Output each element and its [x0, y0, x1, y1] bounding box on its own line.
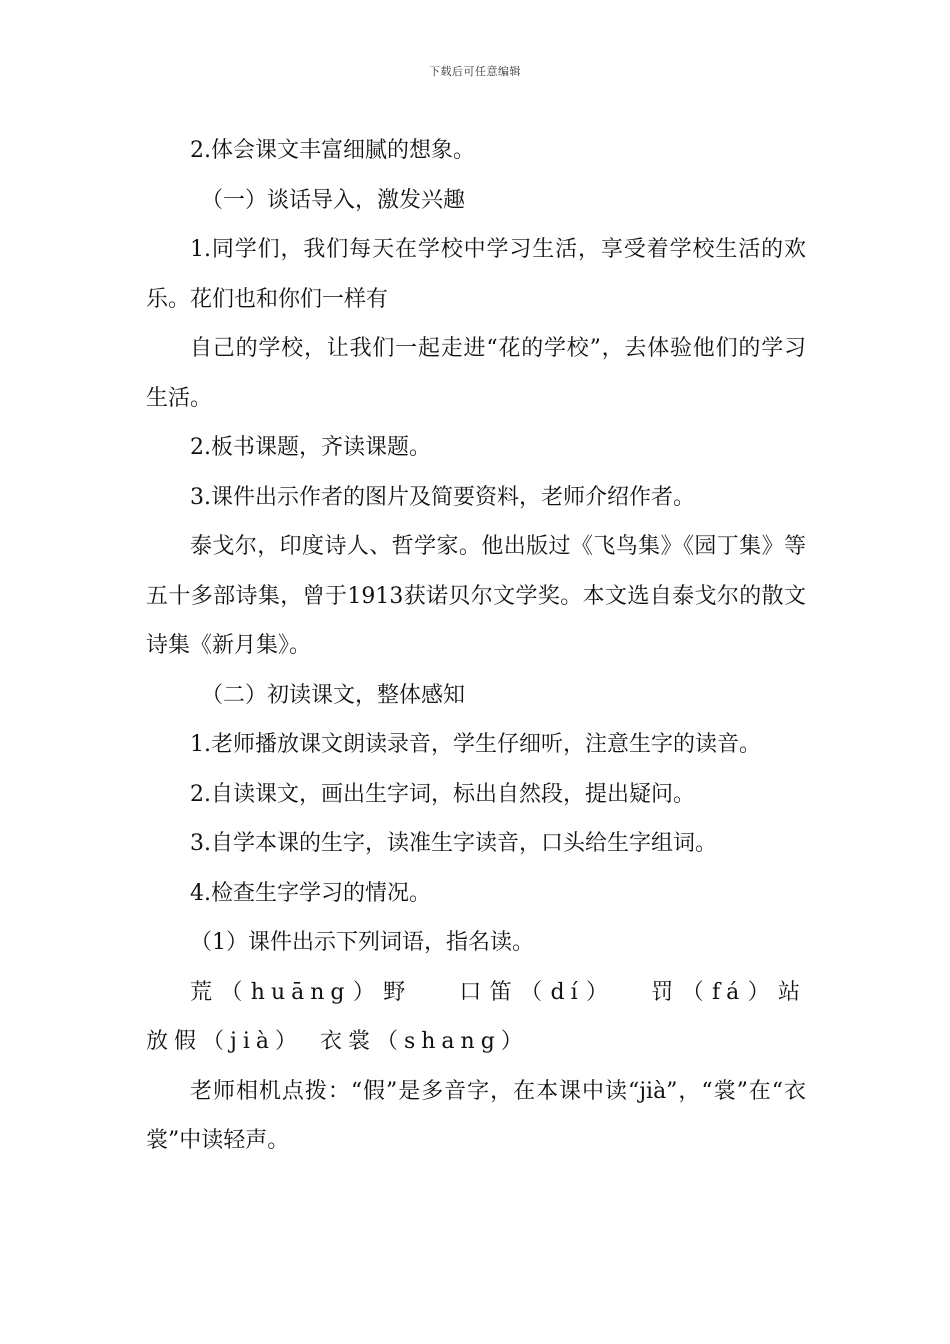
section-heading-1: （一）谈话导入，激发兴趣	[201, 187, 466, 213]
paragraph-word-list: 荒（huāng）野 口笛（dí） 罚（fá）站 放假（jià） 衣裳（shang）	[146, 979, 847, 1054]
paragraph-self-reading: 2.自读课文，画出生字词，标出自然段，提出疑问。	[190, 781, 695, 807]
paragraph-author-slide: 3.课件出示作者的图片及简要资料，老师介绍作者。	[190, 484, 695, 510]
page-header-note: 下载后可任意编辑	[429, 65, 521, 78]
paragraph-self-study: 3.自学本课的生字，读准生字读音，口头给生字组词。	[190, 831, 717, 856]
paragraph-listening: 1.老师播放课文朗读录音，学生仔细听，注意生字的读音。	[190, 732, 761, 757]
paragraph-intro: 1.同学们，我们每天在学校中学习生活，享受着学校生活的欢乐。花们也和你们一样有	[146, 237, 806, 312]
paragraph-intro-cont: 自己的学校，让我们一起走进“花的学校”，去体验他们的学习生活。	[146, 336, 806, 411]
section-heading-2: （二）初读课文，整体感知	[201, 682, 466, 708]
paragraph-title-reading: 2.板书课题，齐读课题。	[190, 435, 431, 460]
document-body	[146, 126, 847, 1166]
paragraph-objective-2: 2.体会课文丰富细腻的想象。	[190, 138, 475, 163]
paragraph-author-bio: 泰戈尔，印度诗人、哲学家。他出版过《飞鸟集》《园丁集》等五十多部诗集，曾于1913获诺贝尔文学奖。本文选自泰戈尔的散文诗集《新月集》。	[146, 534, 806, 658]
paragraph-word-slide: （1）课件出示下列词语，指名读。	[190, 930, 534, 955]
paragraph-check: 4.检查生字学习的情况。	[190, 880, 431, 906]
paragraph-teacher-note: 老师相机点拨：“假”是多音字，在本课中读“jià”，“裳”在“衣裳”中读轻声。	[146, 1078, 806, 1153]
